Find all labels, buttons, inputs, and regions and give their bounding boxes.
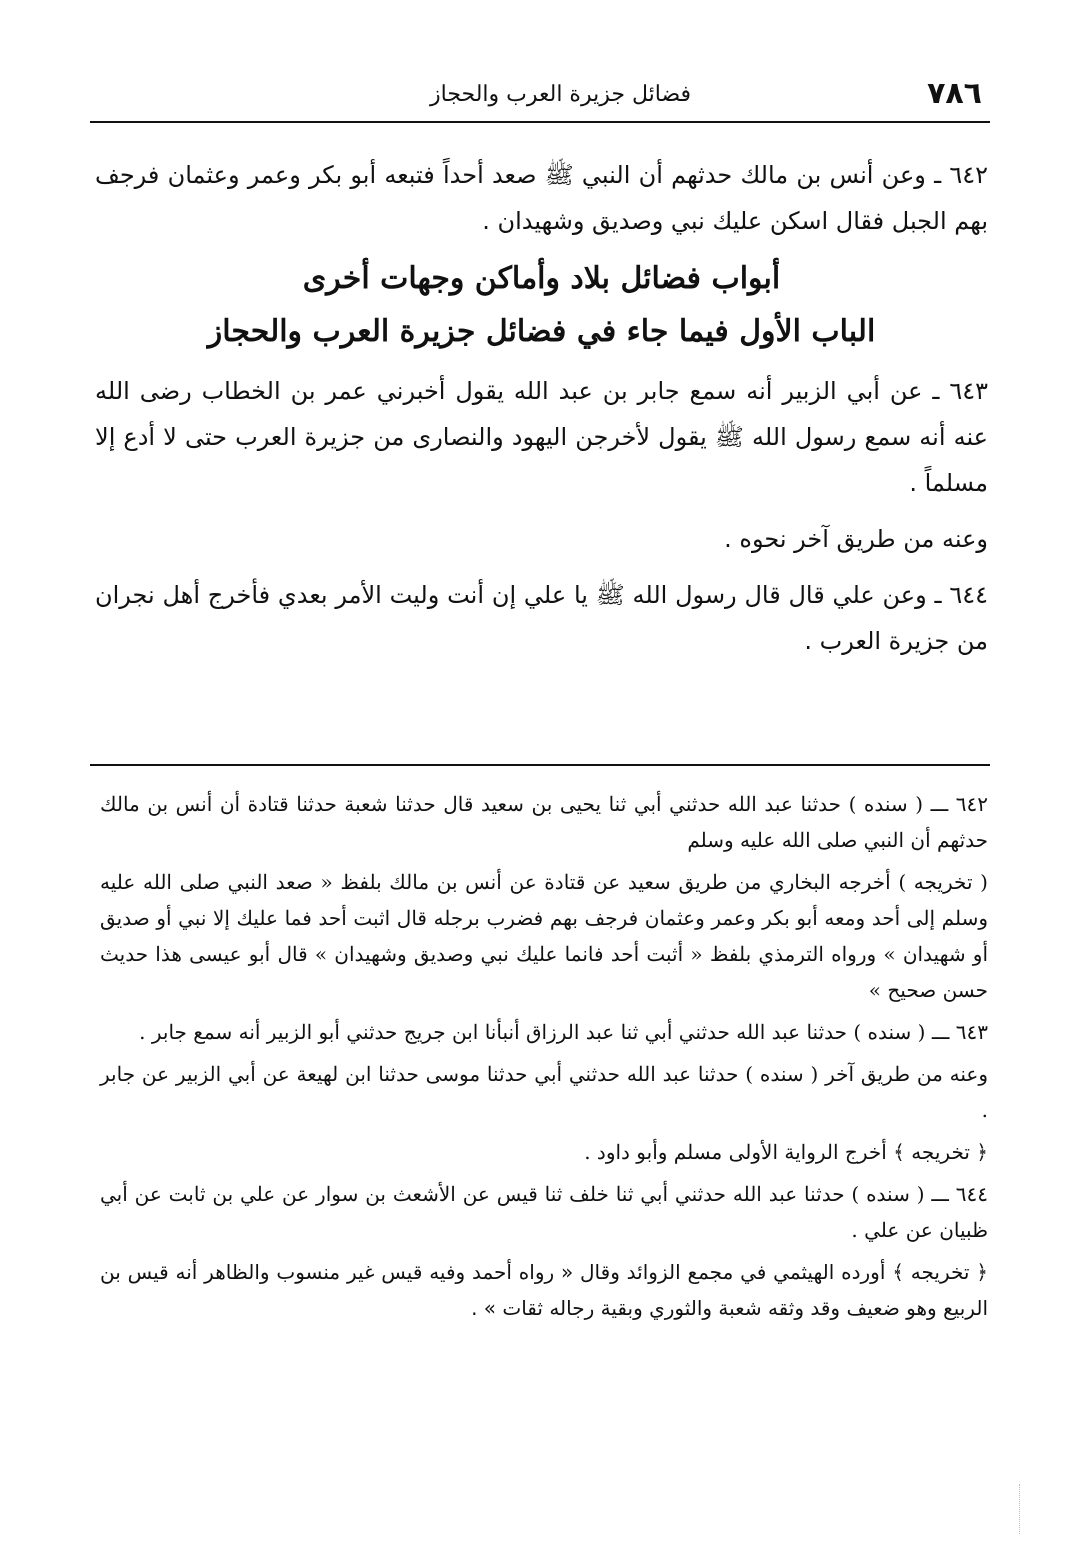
footnote-643-alt-chain: وعنه من طريق آخر ( سنده ) حدثنا عبد الله حدثني أبي حدثنا موسى حدثنا ابن لهيعة عن أبي الزبير عن جابر . (100, 1062, 988, 1122)
hadith-643: ٦٤٣ ـ عن أبي الزبير أنه سمع جابر بن عبد الله يقول أخبرني عمر بن الخطاب رضى الله عنه أنه سمع رسول الله ﷺ يقول لأخرجن اليهود والنصارى من جزيرة العرب حتى لا أدع إلا مسلماً . (95, 377, 988, 497)
hadith-643-alt-chain: وعنه من طريق آخر نحوه . (724, 525, 988, 553)
hadith-644: ٦٤٤ ـ وعن علي قال قال رسول الله ﷺ يا علي إن أنت وليت الأمر بعدي فأخرج أهل نجران من جزيرة العرب . (95, 581, 988, 655)
running-title: فضائل جزيرة العرب والحجاز (430, 82, 692, 107)
page-number: ٧٨٦ (927, 76, 982, 111)
main-text (95, 152, 988, 674)
chapter-heading: الباب الأول فيما جاء في فضائل جزيرة العرب والحجاز (207, 314, 876, 349)
page-header (90, 70, 990, 116)
footnote-643-sanad: ٦٤٣ ـــ ( سنده ) حدثنا عبد الله حدثني أبي ثنا عبد الرزاق أنبأنا ابن جريج حدثني أبو الزبير أنه سمع جابر . (139, 1020, 988, 1044)
footnote-644-sanad: ٦٤٤ ـــ ( سنده ) حدثنا عبد الله حدثني أبي ثنا خلف ثنا قيس عن الأشعث بن سوار عن علي بن ثابت عن أبي ظبيان عن علي . (100, 1182, 988, 1242)
footnote-644-takhrij: ﴿ تخريجه ﴾ أورده الهيثمي في مجمع الزوائد وقال « رواه أحمد وفيه قيس غير منسوب والظاهر أنه قيس بن الربيع وهو ضعيف وقد وثقه شعبة والثوري وبقية رجاله ثقات » . (100, 1260, 988, 1320)
hadith-642: ٦٤٢ ـ وعن أنس بن مالك حدثهم أن النبي ﷺ صعد أحداً فتبعه أبو بكر وعمر وعثمان فرجف بهم الجبل فقال اسكن عليك نبي وصديق وشهيدان . (95, 161, 988, 235)
footnote-rule (90, 764, 990, 766)
footnote-642-takhrij: ( تخريجه ) أخرجه البخاري من طريق سعيد عن قتادة عن أنس بن مالك بلفظ « صعد النبي صلى الله عليه وسلم إلى أحد ومعه أبو بكر وعمر وعثمان فرجف بهم فضرب برجله قال اثبت أحد فما عليك إلا نبي أو صديق أو شهيدان » ورواه الترمذي بلفظ « أثبت أحد فانما عليك نبي وصديق وشهيدان » قال أبو عيسى هذا حديث حسن صحيح » (100, 870, 988, 1002)
footnote-642-sanad: ٦٤٢ ـــ ( سنده ) حدثنا عبد الله حدثني أبي ثنا يحيى بن سعيد قال حدثنا شعبة حدثنا قتادة أن أنس بن مالك حدثهم أن النبي صلى الله عليه وسلم (100, 792, 988, 852)
margin-dotted-mark (1019, 1484, 1020, 1534)
header-rule (90, 121, 990, 123)
section-heading: أبواب فضائل بلاد وأماكن وجهات أخرى (302, 261, 781, 296)
footnotes (100, 786, 988, 1332)
footnote-643-takhrij: ﴿ تخريجه ﴾ أخرج الرواية الأولى مسلم وأبو داود . (584, 1140, 988, 1164)
